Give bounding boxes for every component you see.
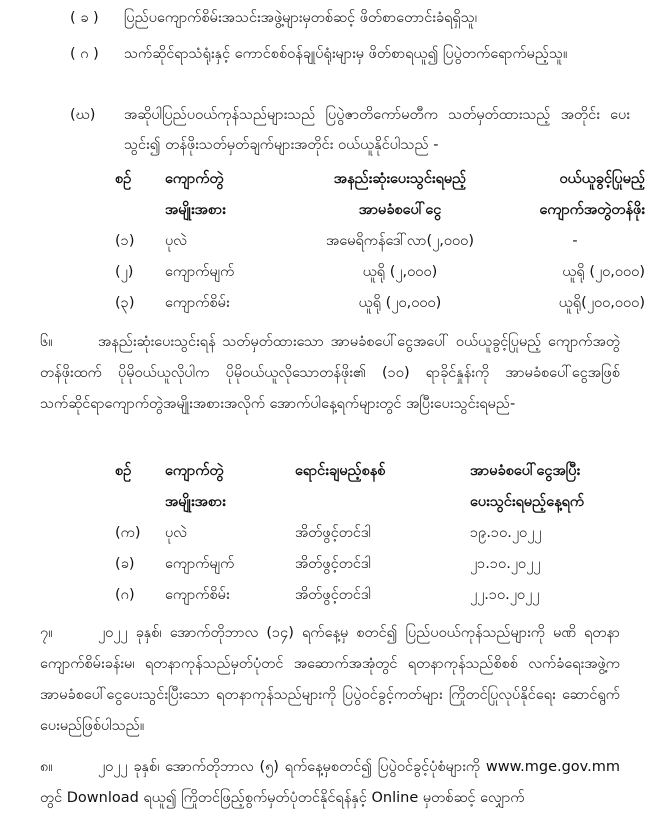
header-cell: ဝယ်ယူခွင့်ပြုမည့် bbox=[559, 171, 645, 187]
table-cell: (က) bbox=[115, 525, 141, 541]
header-cell bbox=[295, 487, 470, 518]
header-cell: အာမခံစပေါ်ငွေအပြီး bbox=[470, 463, 581, 479]
table-cell: ပုလဲ bbox=[165, 233, 187, 249]
table-cell: ပုလဲ bbox=[165, 525, 187, 541]
header-cell bbox=[115, 195, 165, 226]
table-header-row bbox=[115, 487, 635, 518]
list-item-gha bbox=[70, 100, 630, 160]
header-cell: အနည်းဆုံးပေးသွင်းရမည့် bbox=[333, 171, 467, 187]
table-row bbox=[115, 580, 635, 611]
paragraph-number: ၇။ bbox=[40, 625, 53, 641]
header-cell bbox=[115, 487, 165, 518]
list-item-kha bbox=[70, 3, 630, 33]
table-cell: (၂) bbox=[115, 264, 134, 280]
table-cell: ယူရို (၂၀,၀၀၀) bbox=[562, 264, 645, 280]
table-row bbox=[115, 226, 645, 257]
table-cell: ယူရို (၂၀,၀၀၀) bbox=[358, 295, 442, 311]
table-cell: အိတ်ဖွင့်တင်ဒါ bbox=[295, 587, 371, 603]
header-cell: ပေးသွင်းရမည့်နေ့ရက် bbox=[470, 494, 585, 510]
header-cell: အမျိုးအစား bbox=[165, 494, 226, 510]
paragraph-7 bbox=[40, 618, 620, 742]
table-cell: ယူရို(၂၀၀,၀၀၀) bbox=[558, 295, 645, 311]
table-cell: အိတ်ဖွင့်တင်ဒါ bbox=[295, 525, 371, 541]
paragraph-number: ၆။ bbox=[40, 334, 53, 350]
header-cell: ကျောက်အတွဲတန်ဖိုး bbox=[539, 202, 645, 218]
table-header-row bbox=[115, 195, 645, 226]
header-cell: ရောင်းချမည့်စနစ် bbox=[295, 463, 386, 479]
table-cell: ၂၁.၁၀.၂၀၂၂ bbox=[470, 556, 541, 572]
header-cell: စဉ် bbox=[115, 463, 132, 479]
list-item-text: ပြည်ပကျောက်စိမ်းအသင်းအဖွဲ့များမှတစ်ဆင့် ဖိတ်စာတောင်းခံရရှိသူ၊ bbox=[124, 10, 478, 26]
deposit-table bbox=[115, 164, 645, 319]
list-item-ga bbox=[70, 39, 630, 69]
paragraph-8 bbox=[40, 752, 620, 827]
table-cell: (ခ) bbox=[115, 556, 135, 572]
table-cell: ၁၉.၁၀.၂၀၂၂ bbox=[470, 525, 542, 541]
table-row bbox=[115, 257, 645, 288]
header-cell: ကျောက်တွဲ bbox=[165, 171, 224, 187]
header-cell: အာမခံစပေါ်ငွေ bbox=[358, 202, 442, 218]
table-row bbox=[115, 518, 635, 549]
table-cell: ၂၂.၁၀.၂၀၂၂ bbox=[470, 587, 540, 603]
table-cell: - bbox=[572, 233, 578, 249]
list-marker: ( ဂ ) bbox=[70, 46, 99, 62]
header-cell: စဉ် bbox=[115, 171, 132, 187]
paragraph-number: ၈။ bbox=[40, 759, 53, 775]
list-item-text: အဆိုပါပြည်ပဝယ်ကုန်သည်များသည် ပြပွဲဇာတိကော်မတီက သတ်မှတ်ထားသည့် အတိုင်း ပေးသွင်း၍ တန်ဖိုးသတ်မှတ်ချက်များအတိုင်း ဝယ်ယူနိုင်ပါသည် - bbox=[124, 107, 630, 153]
paragraph-6 bbox=[40, 327, 620, 420]
table-cell: အိတ်ဖွင့်တင်ဒါ bbox=[295, 556, 371, 572]
list-item-text: သက်ဆိုင်ရာသံရုံးနှင့် ကောင်စစ်ဝန်ချုပ်ရုံးများမှ ဖိတ်စာရယူ၍ ပြပွဲတက်ရောက်မည့်သူ။ bbox=[124, 46, 568, 62]
paragraph-text: ၂၀၂၂ ခုနှစ်၊ အောက်တိုဘာလ (၁၄) ရက်နေ့မှ စတင်၍ ပြည်ပဝယ်ကုန်သည်များကို မဏိ ရတနာကျောက်စိမ်းခန်းမ၊ ရတနာကုန်သည်မှတ်ပုံတင် အဆောက်အအုံတွင် ရတနာကုန်သည်စိစစ် လက်ခံရေးအဖွဲ့က အာမခံစပေါ်ငွေပေးသွင်းပြီးသော ရတနာကုန်သည်များကို ပြပွဲဝင်ခွင့်ကတ်များ ကြိုတင်ပြုလုပ်နိုင်ရေး ဆောင်ရွက်ပေးမည်ဖြစ်ပါသည်။ bbox=[40, 625, 620, 734]
list-marker: (ဃ) bbox=[70, 107, 96, 123]
header-cell: ကျောက်တွဲ bbox=[165, 463, 224, 479]
paragraph-text: ၂၀၂၂ ခုနှစ်၊ အောက်တိုဘာလ (၅) ရက်နေ့မှစတင်၍ ပြပွဲဝင်ခွင့်ပုံစံများကို www.mge.gov.mm တွင် Download ရယူ၍ ကြိုတင်ဖြည့်စွက်မှတ်ပုံတင်နိုင်ရန်နှင့် Online မှတစ်ဆင့် လျှောက် bbox=[40, 759, 620, 806]
table-cell: (ဂ) bbox=[115, 587, 135, 603]
table-row bbox=[115, 549, 635, 580]
deadline-table bbox=[115, 456, 635, 611]
table-row bbox=[115, 288, 645, 319]
table-cell: ကျောက်မျက် bbox=[165, 556, 235, 572]
list-marker: ( ခ ) bbox=[70, 10, 99, 26]
paragraph-text: အနည်းဆုံးပေးသွင်းရန် သတ်မှတ်ထားသော အာမခံစပေါ်ငွေအပေါ် ဝယ်ယူခွင့်ပြုမည့် ကျောက်အတွဲတန်ဖိုးထက် ပိုမိုဝယ်ယူလိုပါက ပိုမိုဝယ်ယူလိုသောတန်ဖိုး၏ (၁၀) ရာခိုင်နှုန်းကို အာမခံစပေါ်ငွေအဖြစ် သက်ဆိုင်ရာကျောက်တွဲအမျိုးအစားအလိုက် အောက်ပါနေ့ရက်များတွင် အပြီးပေးသွင်းရမည်- bbox=[40, 334, 620, 412]
table-cell: (၃) bbox=[115, 295, 135, 311]
table-cell: ကျောက်မျက် bbox=[165, 264, 235, 280]
table-header-row bbox=[115, 456, 635, 487]
table-cell: (၁) bbox=[115, 233, 135, 249]
table-cell: ကျောက်စိမ်း bbox=[165, 295, 230, 311]
table-cell: ယူရို (၂,၀၀၀) bbox=[362, 264, 438, 280]
table-cell: ကျောက်စိမ်း bbox=[165, 587, 230, 603]
header-cell: အမျိုးအစား bbox=[165, 202, 226, 218]
table-cell: အမေရိကန်ဒေါ်လာ(၂,၀၀၀) bbox=[326, 233, 474, 249]
table-header-row bbox=[115, 164, 645, 195]
